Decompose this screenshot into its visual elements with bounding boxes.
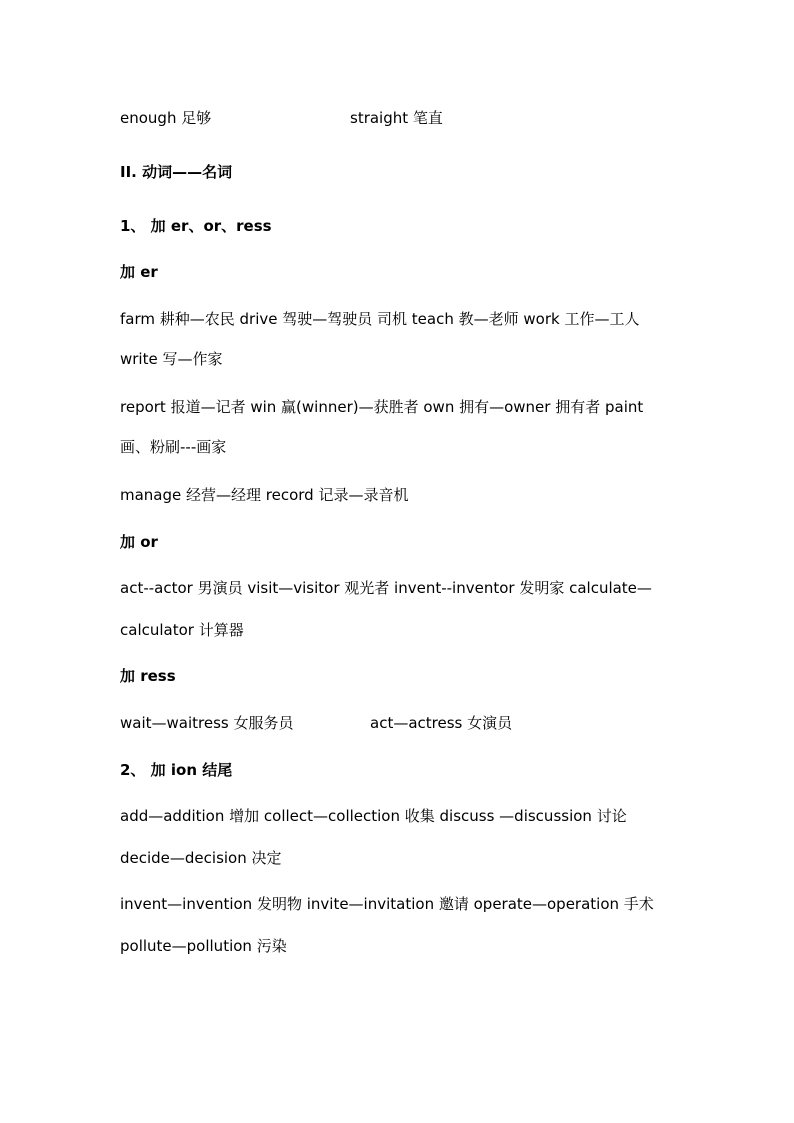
vocab-line: decide—decision 决定	[120, 849, 282, 867]
vocab-line-waitress: wait—waitress 女服务员	[120, 714, 294, 732]
vocab-line-enough: enough 足够	[120, 109, 212, 127]
group-heading-er: 加 er	[120, 263, 158, 281]
vocab-line: pollute—pollution 污染	[120, 937, 287, 955]
vocab-line: manage 经营—经理 record 记录—录音机	[120, 486, 409, 504]
vocab-line-actress: act—actress 女演员	[370, 714, 513, 732]
group-heading-ress: 加 ress	[120, 667, 176, 685]
vocab-line: 画、粉刷---画家	[120, 438, 227, 456]
subsection-heading-er-or-ress: 1、 加 er、or、ress	[120, 217, 272, 235]
vocab-line: act--actor 男演员 visit—visitor 观光者 invent--inventor 发明家 calculate—	[120, 579, 652, 597]
vocab-line: write 写—作家	[120, 350, 223, 368]
subsection-heading-ion: 2、 加 ion 结尾	[120, 761, 233, 779]
vocab-line: farm 耕种—农民 drive 驾驶—驾驶员 司机 teach 教—老师 work 工作—工人	[120, 310, 640, 328]
section-heading-verb-noun: II. 动词——名词	[120, 163, 233, 181]
vocab-line: calculator 计算器	[120, 621, 244, 639]
vocab-line-straight: straight 笔直	[350, 109, 443, 127]
vocab-line: invent—invention 发明物 invite—invitation 邀请 operate—operation 手术	[120, 895, 654, 913]
group-heading-or: 加 or	[120, 533, 158, 551]
vocab-line: report 报道—记者 win 赢(winner)—获胜者 own 拥有—owner 拥有者 paint	[120, 398, 644, 416]
vocab-line: add—addition 增加 collect—collection 收集 discuss —discussion 讨论	[120, 807, 627, 825]
